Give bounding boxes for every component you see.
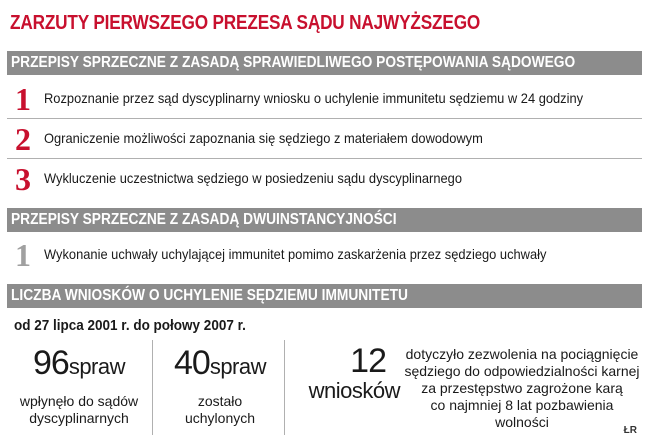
period-label: od 27 lipca 2001 r. do połowy 2007 r. xyxy=(14,317,246,334)
stat-unit: wniosków xyxy=(308,378,400,403)
stat-value: 12 xyxy=(350,342,386,380)
item-number: 1 xyxy=(15,237,31,273)
stat-value: 96 xyxy=(32,344,69,382)
page-title: ZARZUTY PIERWSZEGO PREZESA SĄDU NAJWYŻSZEGO xyxy=(10,12,481,34)
section-heading-immunity-requests xyxy=(7,284,642,308)
item-text: Rozpoznanie przez sąd dyscyplinarny wniosku o uchylenie immunitetu sędziemu w 24 godziny xyxy=(44,90,584,106)
item-number: 3 xyxy=(15,161,31,197)
item-number: 2 xyxy=(15,121,31,157)
list-item xyxy=(7,79,642,119)
section-heading-label: LICZBA WNIOSKÓW O UCHYLENIE SĘDZIEMU IMMUNITETU xyxy=(11,287,408,304)
stat-unit: spraw xyxy=(209,354,266,379)
note-line: sędziego do odpowiedzialności karnej xyxy=(404,363,640,379)
item-text: Ograniczenie możliwości zapoznania się sędziego z materiałem dowodowym xyxy=(44,130,483,146)
note-line: co najmniej 8 lat pozbawienia wolności xyxy=(430,397,614,430)
list-item xyxy=(7,235,642,275)
stat-caption-line1: wpłynęło do sądów xyxy=(19,393,139,409)
divider xyxy=(284,340,285,435)
list-item xyxy=(7,159,642,199)
section-heading-label: PRZEPISY SPRZECZNE Z ZASADĄ SPRAWIEDLIWEGO POSTĘPOWANIA SĄDOWEGO xyxy=(11,54,576,71)
section-heading-two-instance xyxy=(7,208,642,232)
item-text: Wykonanie uchwały uchylającej immunitet pomimo zaskarżenia przez sędziego uchwały xyxy=(44,246,547,262)
stat-received xyxy=(14,343,144,427)
stat-lifted xyxy=(160,343,280,427)
stat-caption-line1: zostało xyxy=(197,393,243,409)
stat-unit: spraw xyxy=(68,354,125,379)
stat-value: 40 xyxy=(173,344,210,382)
stat-requests xyxy=(288,343,400,403)
list-item xyxy=(7,119,642,159)
item-number: 1 xyxy=(15,81,31,117)
item-text: Wykluczenie uczestnictwa sędziego w posiedzeniu sądu dyscyplinarnego xyxy=(44,170,462,186)
note-line: dotyczyło zezwolenia na pociągnięcie xyxy=(405,346,639,362)
stat-caption-line2: dyscyplinarnych xyxy=(29,410,129,426)
stat-note xyxy=(404,346,640,431)
divider xyxy=(152,340,153,435)
note-line: za przestępstwo zagrożone karą xyxy=(421,380,623,396)
section-heading-label: PRZEPISY SPRZECZNE Z ZASADĄ DWUINSTANCYJNOŚCI xyxy=(11,211,397,228)
author-credit: ŁR xyxy=(623,425,637,436)
stat-caption-line2: uchylonych xyxy=(184,410,256,426)
section-heading-fair-trial xyxy=(7,51,642,75)
